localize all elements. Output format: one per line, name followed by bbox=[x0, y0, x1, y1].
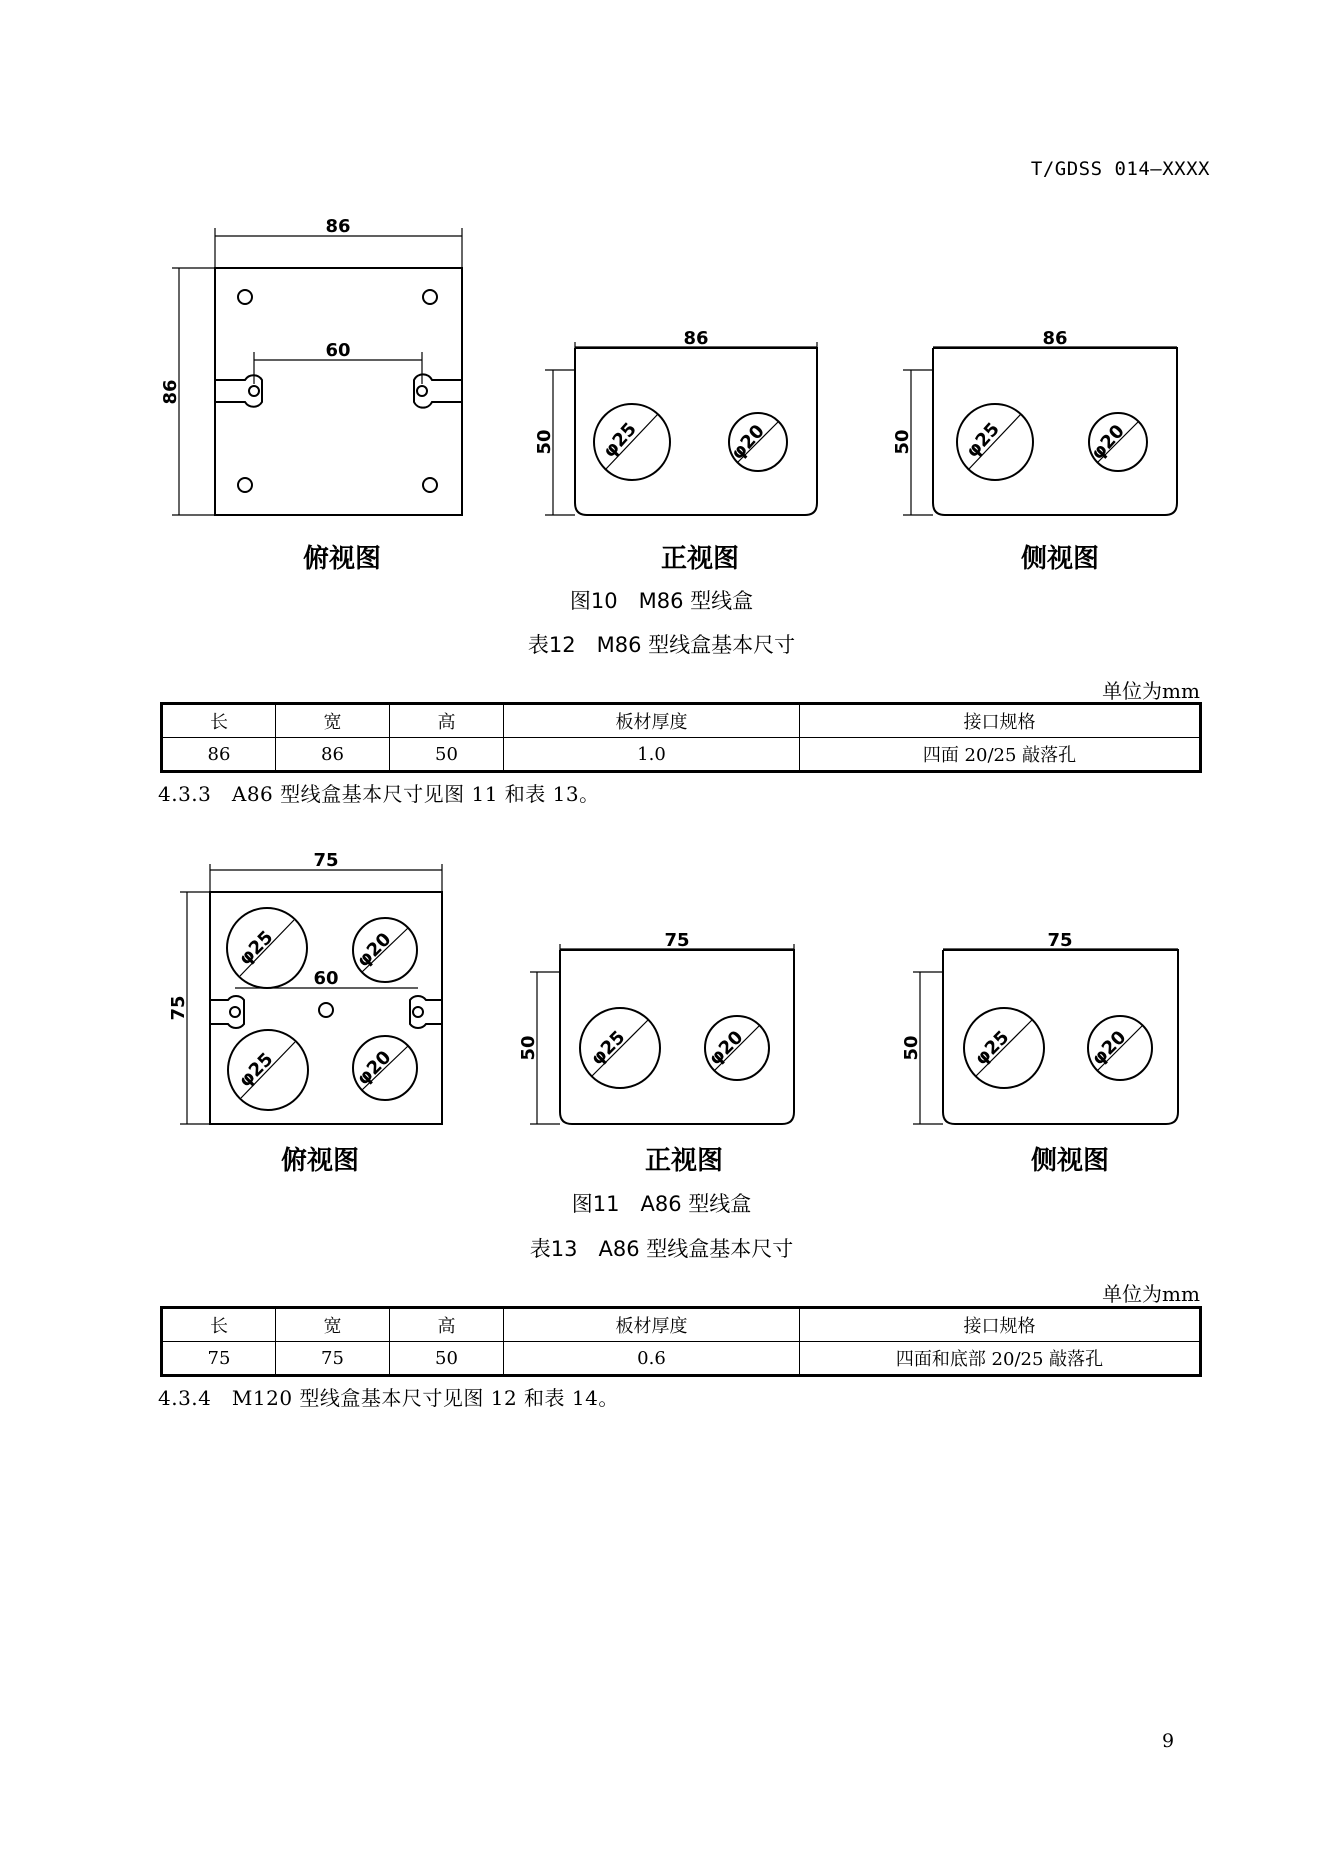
table-cell: 86 bbox=[162, 738, 276, 772]
fig10-front-height-label: 50 bbox=[534, 429, 555, 455]
fig10-front-outline bbox=[575, 348, 817, 515]
table12-unit: 单位为mm bbox=[1102, 679, 1200, 703]
table-cell: 1.0 bbox=[504, 738, 800, 772]
fig10-top-width-label: 86 bbox=[325, 216, 351, 237]
fig11-front-width-label: 75 bbox=[664, 930, 690, 951]
table-cell: 75 bbox=[162, 1342, 276, 1376]
fig10-side-width-label: 86 bbox=[1042, 328, 1068, 349]
figure11-drawing bbox=[0, 840, 1323, 1180]
table13 bbox=[160, 1306, 1202, 1377]
table-cell: 75 bbox=[276, 1342, 390, 1376]
figure11-caption: 图11 A86 型线盒 bbox=[571, 1192, 752, 1216]
fig11-top-small-hole-2: φ20 bbox=[352, 1046, 396, 1090]
fig11-top-width-label: 75 bbox=[313, 850, 339, 871]
paragraph-4-3-4: 4.3.4 M120 型线盒基本尺寸见图 12 和表 14。 bbox=[158, 1386, 619, 1410]
table-cell: 四面 20/25 敲落孔 bbox=[800, 738, 1201, 772]
fig10-front-large-hole-label: φ25 bbox=[599, 418, 641, 462]
fig10-top-view-label: 俯视图 bbox=[302, 544, 381, 574]
table-header-cell: 板材厚度 bbox=[504, 704, 800, 738]
table-row bbox=[162, 738, 1201, 772]
fig11-top-small-hole-1: φ20 bbox=[352, 928, 396, 972]
page-number: 9 bbox=[1162, 1730, 1175, 1752]
fig10-side-height-label: 50 bbox=[892, 429, 913, 455]
fig10-side-outline bbox=[933, 348, 1177, 515]
table-cell: 86 bbox=[276, 738, 390, 772]
fig10-side-view-label: 侧视图 bbox=[1020, 544, 1099, 574]
table-header-cell: 高 bbox=[390, 704, 504, 738]
fig10-front-width-label: 86 bbox=[683, 328, 709, 349]
fig11-top-view-label: 俯视图 bbox=[280, 1146, 359, 1176]
table-header-cell: 接口规格 bbox=[800, 704, 1201, 738]
fig11-side-view-label: 侧视图 bbox=[1030, 1146, 1109, 1176]
table-cell: 50 bbox=[390, 1342, 504, 1376]
table-header-cell: 长 bbox=[162, 704, 276, 738]
table12 bbox=[160, 702, 1202, 773]
fig10-top-spacing-label: 60 bbox=[325, 340, 351, 361]
table-header-cell: 高 bbox=[390, 1308, 504, 1342]
figure10-caption: 图10 M86 型线盒 bbox=[569, 589, 754, 613]
fig11-top-large-hole-2: φ25 bbox=[234, 1048, 278, 1092]
fig11-front-outline bbox=[560, 950, 794, 1124]
fig11-side-large-hole-label: φ25 bbox=[970, 1026, 1014, 1070]
fig11-side-width-label: 75 bbox=[1047, 930, 1073, 951]
table-header-cell: 板材厚度 bbox=[504, 1308, 800, 1342]
table-cell: 50 bbox=[390, 738, 504, 772]
fig11-front-height-label: 50 bbox=[518, 1035, 539, 1061]
table12-title: 表12 M86 型线盒基本尺寸 bbox=[527, 633, 796, 657]
figure10-drawing bbox=[0, 0, 1323, 600]
fig11-front-small-hole-label: φ20 bbox=[704, 1026, 748, 1070]
fig10-front-view-label: 正视图 bbox=[660, 544, 739, 574]
fig10-side-small-hole-label: φ20 bbox=[1087, 420, 1129, 464]
fig11-top-spacing-label: 60 bbox=[313, 968, 339, 989]
table-cell: 0.6 bbox=[504, 1342, 800, 1376]
fig11-side-small-hole-label: φ20 bbox=[1087, 1026, 1131, 1070]
table13-unit: 单位为mm bbox=[1102, 1282, 1200, 1306]
table-header-cell: 长 bbox=[162, 1308, 276, 1342]
table-header-row bbox=[162, 704, 1201, 738]
fig11-top-large-hole-1: φ25 bbox=[234, 926, 278, 970]
fig11-top-height-label: 75 bbox=[168, 995, 189, 1021]
fig10-top-height-label: 86 bbox=[160, 379, 181, 405]
fig10-top-outline bbox=[215, 268, 462, 515]
paragraph-4-3-3: 4.3.3 A86 型线盒基本尺寸见图 11 和表 13。 bbox=[158, 782, 600, 806]
fig10-front-small-hole-label: φ20 bbox=[727, 420, 769, 464]
fig11-front-view-label: 正视图 bbox=[644, 1146, 723, 1176]
table-row bbox=[162, 1342, 1201, 1376]
table-header-cell: 宽 bbox=[276, 704, 390, 738]
table-header-row bbox=[162, 1308, 1201, 1342]
fig11-side-outline bbox=[943, 950, 1178, 1124]
table13-title: 表13 A86 型线盒基本尺寸 bbox=[529, 1237, 794, 1261]
document-code: T/GDSS 014—XXXX bbox=[1030, 158, 1210, 180]
table-header-cell: 接口规格 bbox=[800, 1308, 1201, 1342]
fig11-front-large-hole-label: φ25 bbox=[586, 1026, 630, 1070]
table-cell: 四面和底部 20/25 敲落孔 bbox=[800, 1342, 1201, 1376]
fig11-side-height-label: 50 bbox=[901, 1035, 922, 1061]
fig10-side-large-hole-label: φ25 bbox=[962, 418, 1004, 462]
table-header-cell: 宽 bbox=[276, 1308, 390, 1342]
